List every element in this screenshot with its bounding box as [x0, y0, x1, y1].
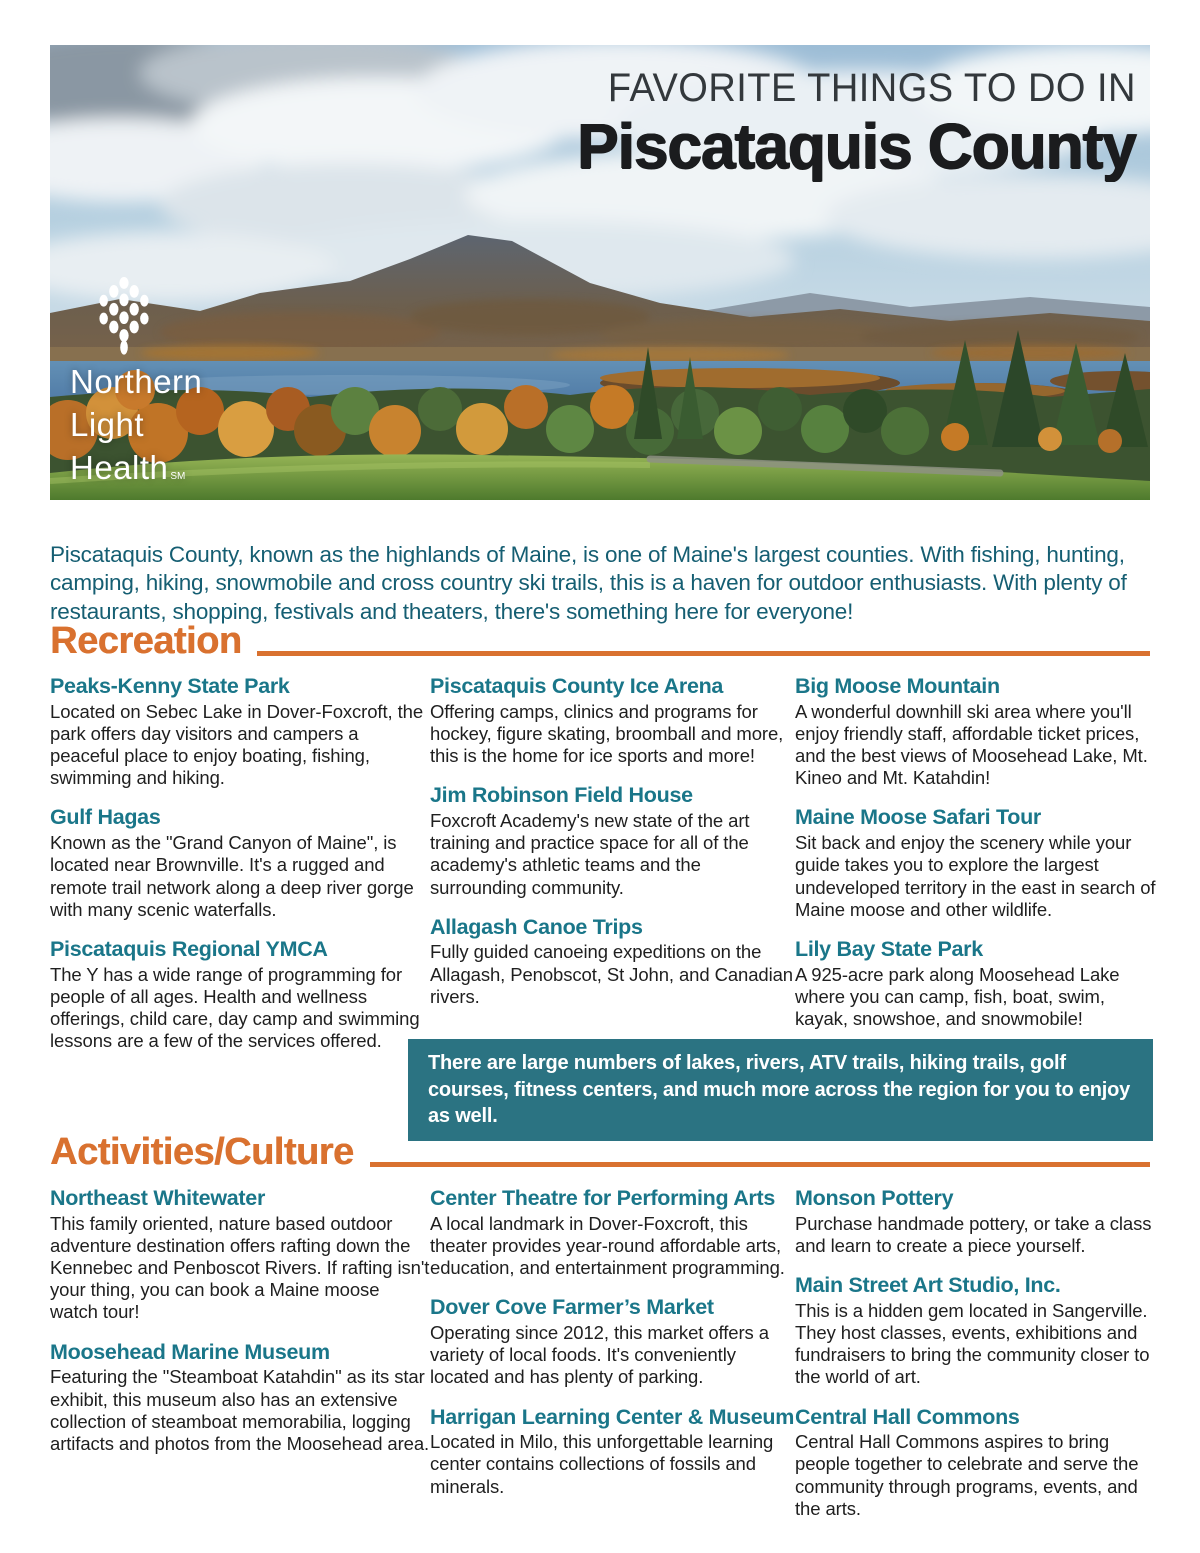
poi-title: Maine Moose Safari Tour — [795, 805, 1041, 830]
poi-description: Operating since 2012, this market offers a variety of local foods. It's conveniently located and has plenty of parking. — [430, 1322, 769, 1388]
poi-item — [430, 783, 798, 898]
poi-description: Located in Milo, this unforgettable learning center contains collections of fossils and minerals. — [430, 1431, 774, 1497]
section-title-activities: Activities/Culture — [50, 1131, 354, 1173]
poi-description: The Y has a wide range of programming for people of all ages. Health and wellness offerings, child care, day camp and swimming lessons are a few of the services offered. — [50, 963, 420, 1052]
poi-description: Foxcroft Academy's new state of the art training and practice space for all of the academy's athletic teams and the surrounding community. — [430, 810, 750, 898]
section-rule — [370, 1162, 1150, 1167]
activities-column-1 — [50, 1186, 430, 1471]
poi-item — [430, 674, 798, 767]
poi-description: A 925-acre park along Moosehead Lake where you can camp, fish, boat, swim, kayak, snowshoe, and snowmobile! — [795, 963, 1120, 1030]
recreation-column-3 — [795, 674, 1157, 1046]
poi-description: This is a hidden gem located in Sangerville. They host classes, events, exhibitions and fundraisers to bring the community closer to the world of art. — [795, 1299, 1150, 1388]
section-rule — [257, 651, 1150, 656]
poi-title: Big Moose Mountain — [795, 674, 1000, 698]
activities-column-3 — [795, 1186, 1157, 1536]
poi-title: Main Street Art Studio, Inc. — [795, 1273, 1061, 1298]
poi-description: Purchase handmade pottery, or take a class and learn to create a piece yourself. — [795, 1212, 1152, 1256]
poi-item — [795, 1186, 1157, 1257]
poi-title: Monson Pottery — [795, 1186, 954, 1210]
poi-item — [50, 674, 426, 789]
poi-item — [430, 915, 798, 1008]
pinecone-icon — [96, 277, 152, 355]
poi-item — [430, 1295, 798, 1388]
hero-title-block — [560, 67, 1136, 180]
poi-title: Northeast Whitewater — [50, 1186, 266, 1210]
poi-title: Harrigan Learning Center & Museum — [430, 1404, 795, 1429]
northern-light-health-logo — [70, 277, 202, 490]
poi-item — [50, 937, 426, 1052]
poi-title: Center Theatre for Performing Arts — [430, 1186, 776, 1210]
recreation-column-1 — [50, 674, 426, 1068]
intro-paragraph: Piscataquis County, known as the highlands of Maine, is one of Maine's largest counties. With fishing, hunting, camping, hiking, snowmobile and cross country ski trails, this is a haven for outdoor enthusiasts. With plenty of restaurants, shopping, festivals and theaters, there's something here for everyone! — [50, 541, 1127, 625]
hero-title: Piscataquis County — [577, 110, 1136, 182]
poi-item — [430, 1186, 798, 1279]
poi-description: Featuring the "Steamboat Katahdin" as its star exhibit, this museum also has an extensive collection of steamboat memorabilia, logging artifacts and photos from the Moosehead area. — [50, 1366, 430, 1454]
poi-item — [795, 805, 1157, 920]
poi-item — [795, 1405, 1157, 1520]
section-activities-header — [50, 1133, 1150, 1171]
poi-item — [795, 674, 1157, 789]
poi-description: Located on Sebec Lake in Dover-Foxcroft, the park offers day visitors and campers a peaceful place to enjoy boating, fishing, swimming and hiking. — [50, 700, 424, 789]
poi-description: This family oriented, nature based outdoor adventure destination offers rafting down the Kennebec and Penboscot Rivers. If rafting isn't your thing, you can book a Maine moose watch tour! — [50, 1212, 430, 1323]
poi-description: A wonderful downhill ski area where you'll enjoy friendly staff, affordable ticket prices, and the best views of Moosehead Lake, Mt. Kineo and Mt. Katahdin! — [795, 700, 1148, 789]
hero-kicker: FAVORITE THINGS TO DO IN — [607, 66, 1136, 110]
poi-item — [795, 1273, 1157, 1388]
poi-item — [50, 805, 426, 920]
poi-description: A local landmark in Dover-Foxcroft, this theater provides year-round affordable arts, education, and entertainment programming. — [430, 1212, 785, 1279]
section-recreation-header — [50, 622, 1150, 660]
poi-title: Jim Robinson Field House — [430, 783, 693, 808]
poi-title: Lily Bay State Park — [795, 936, 983, 961]
logo-text-northern: Northern — [70, 363, 203, 401]
poi-description: Fully guided canoeing expeditions on the Allagash, Penobscot, St John, and Canadian rivers. — [430, 941, 793, 1007]
hero-photo — [50, 45, 1150, 500]
poi-title: Piscataquis County Ice Arena — [430, 674, 724, 698]
poi-title: Moosehead Marine Museum — [50, 1339, 330, 1364]
poi-description: Offering camps, clinics and programs for hockey, figure skating, broomball and more, this is the home for ice sports and more! — [430, 700, 784, 767]
poi-title: Peaks-Kenny State Park — [50, 674, 290, 698]
poi-title: Central Hall Commons — [795, 1404, 1020, 1429]
trademark-symbol: SM — [170, 471, 186, 483]
poi-description: Known as the "Grand Canyon of Maine", is located near Brownville. It's a rugged and remote trail network along a deep river gorge with many scenic waterfalls. — [50, 832, 414, 920]
poi-title: Piscataquis Regional YMCA — [50, 936, 328, 961]
activities-column-2 — [430, 1186, 798, 1514]
logo-text-light: Light — [70, 406, 145, 444]
callout-banner — [408, 1039, 1153, 1141]
recreation-column-2 — [430, 674, 798, 1024]
section-title-recreation: Recreation — [50, 620, 242, 662]
logo-text-health-word: Health — [70, 449, 169, 487]
poi-title: Gulf Hagas — [50, 805, 161, 830]
poi-description: Sit back and enjoy the scenery while your guide takes you to explore the largest undeveloped territory in the east in search of Maine moose and other wildlife. — [795, 832, 1156, 920]
poi-item — [430, 1405, 798, 1498]
callout-text: There are large numbers of lakes, rivers, ATV trails, hiking trails, golf courses, fitness centers, and much more across the region for you to enjoy as well. — [428, 1052, 1131, 1128]
poi-item — [50, 1340, 430, 1455]
logo-text-health — [70, 447, 202, 490]
poi-description: Central Hall Commons aspires to bring people together to celebrate and serve the community through programs, events, and the arts. — [795, 1431, 1139, 1519]
poi-item — [795, 937, 1157, 1030]
poi-item — [50, 1186, 430, 1324]
poi-title: Allagash Canoe Trips — [430, 914, 643, 939]
poi-title: Dover Cove Farmer’s Market — [430, 1295, 714, 1320]
